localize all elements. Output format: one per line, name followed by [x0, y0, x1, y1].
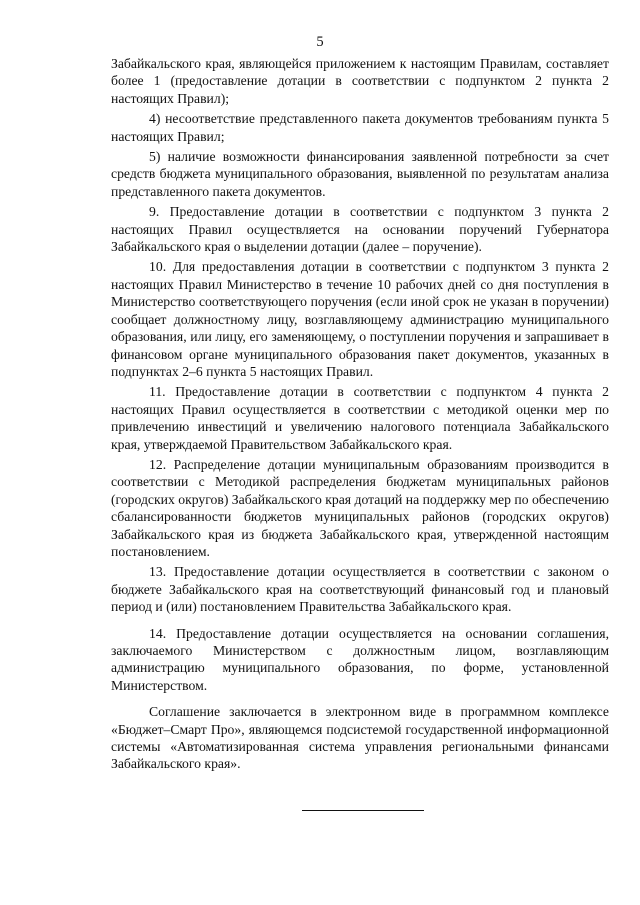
paragraph-subitem-5: 5) наличие возможности финансирования заявленной потребности за счет средств бюджета муниципального образования, выявленной по результатам анализа представленного пакета документов. — [111, 149, 609, 199]
paragraph-item-9: 9. Предоставление дотации в соответствии с подпунктом 3 пункта 2 настоящих Правил осуществляется на основании поручений Губернатора Забайкальского края о выделении дотации (далее – поручение). — [111, 204, 609, 255]
paragraph-subitem-4: 4) несоответствие представленного пакета документов требованиям пункта 5 настоящих Правил; — [111, 111, 609, 144]
paragraph-item-11: 11. Предоставление дотации в соответствии с подпунктом 4 пункта 2 настоящих Правил осуществляется в соответствии с методикой оценки мер по привлечению инвестиций и увеличению налогового потенциала Забайкальского края, утверждаемой Правительством Забайкальского края. — [111, 384, 609, 452]
paragraph-item-10: 10. Для предоставления дотации в соответствии с подпунктом 3 пункта 2 настоящих Правил Министерство в течение 10 рабочих дней со дня поступления в Министерство соответствующего поручения (если иной срок не указан в поручении) сообщает должностному лицу, возглавляющему администрацию муниципального образования, или лицу, его заменяющему, о поступлении поручения и запрашивает в финансовом органе муниципального образования пакет документов, указанных в подпунктах 2–6 пункта 5 настоящих Правил. — [111, 259, 609, 379]
paragraph-item-13: 13. Предоставление дотации осуществляется в соответствии с законом о бюджете Забайкальского края на соответствующий финансовый год и плановый период и (или) постановлением Правительства Забайкальского края. — [111, 564, 609, 615]
paragraph-agreement: Соглашение заключается в электронном виде в программном комплексе «Бюджет–Смарт Про», являющемся подсистемой государственной информационной системы «Автоматизированная система управления региональными финансами Забайкальского края». — [111, 704, 609, 772]
paragraph-item-12: 12. Распределение дотации муниципальным образованиям производится в соответствии с Методикой распределения бюджетам муниципальных районов (городских округов) Забайкальского края дотаций на поддержку мер по обеспечению сбалансированности бюджетов муниципальных районов (городских округов) Забайкальского края из бюджета Забайкальского края, утвержденной настоящим постановлением. — [111, 456, 609, 559]
paragraph-item-14: 14. Предоставление дотации осуществляется на основании соглашения, заключаемого Министерством с должностным лицом, возглавляющим администрацию муниципального образования, по форме, установленной Министерством. — [111, 625, 609, 693]
document-body — [111, 55, 609, 773]
paragraph-continuation: Забайкальского края, являющейся приложением к настоящим Правилам, составляет более 1 (предоставление дотации в соответствии с подпунктом 2 пункта 2 настоящих Правил); — [111, 56, 609, 106]
page-number: 5 — [316, 34, 324, 50]
end-of-document-line — [302, 810, 424, 811]
